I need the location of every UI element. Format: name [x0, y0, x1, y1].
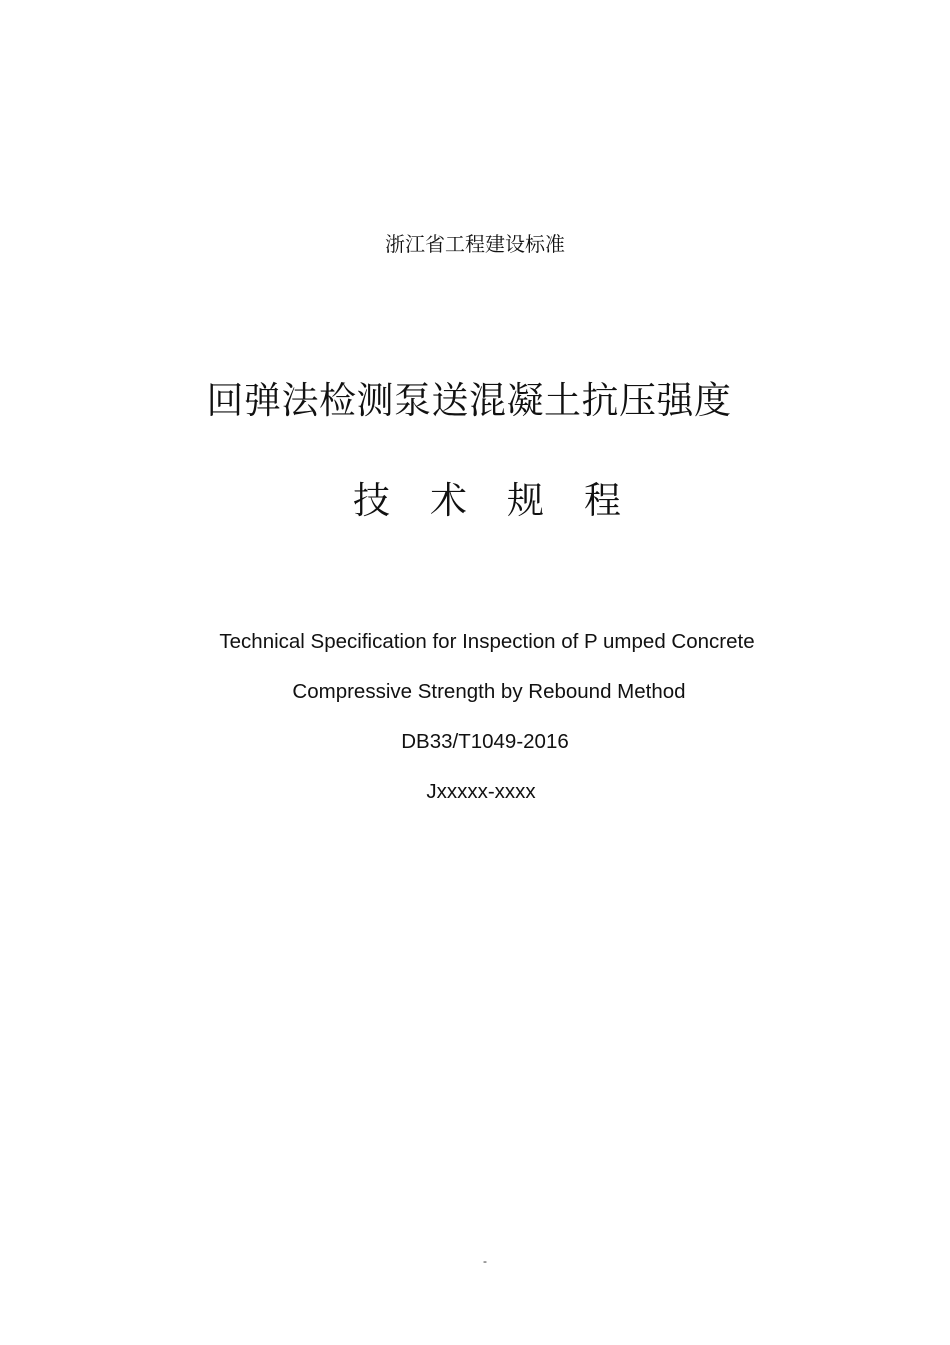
subtitle-char: 程: [584, 479, 621, 522]
subtitle-char: 术: [430, 479, 467, 522]
subtitle-char: 规: [507, 479, 544, 522]
record-number: Jxxxxx-xxxx: [426, 780, 536, 803]
document-subtitle: [12, 470, 950, 524]
english-title-line-1: Technical Specification for Inspection of P umped Concrete: [219, 630, 755, 653]
subtitle-char: 技: [353, 479, 390, 522]
document-title: 回弹法检测泵送混凝土抗压强度: [206, 379, 732, 422]
issuer-heading: 浙江省工程建设标准: [385, 232, 565, 256]
standard-number: DB33/T1049-2016: [401, 730, 569, 753]
english-title-line-2: Compressive Strength by Rebound Method: [292, 680, 686, 703]
page-footer-mark: -: [483, 1254, 487, 1268]
